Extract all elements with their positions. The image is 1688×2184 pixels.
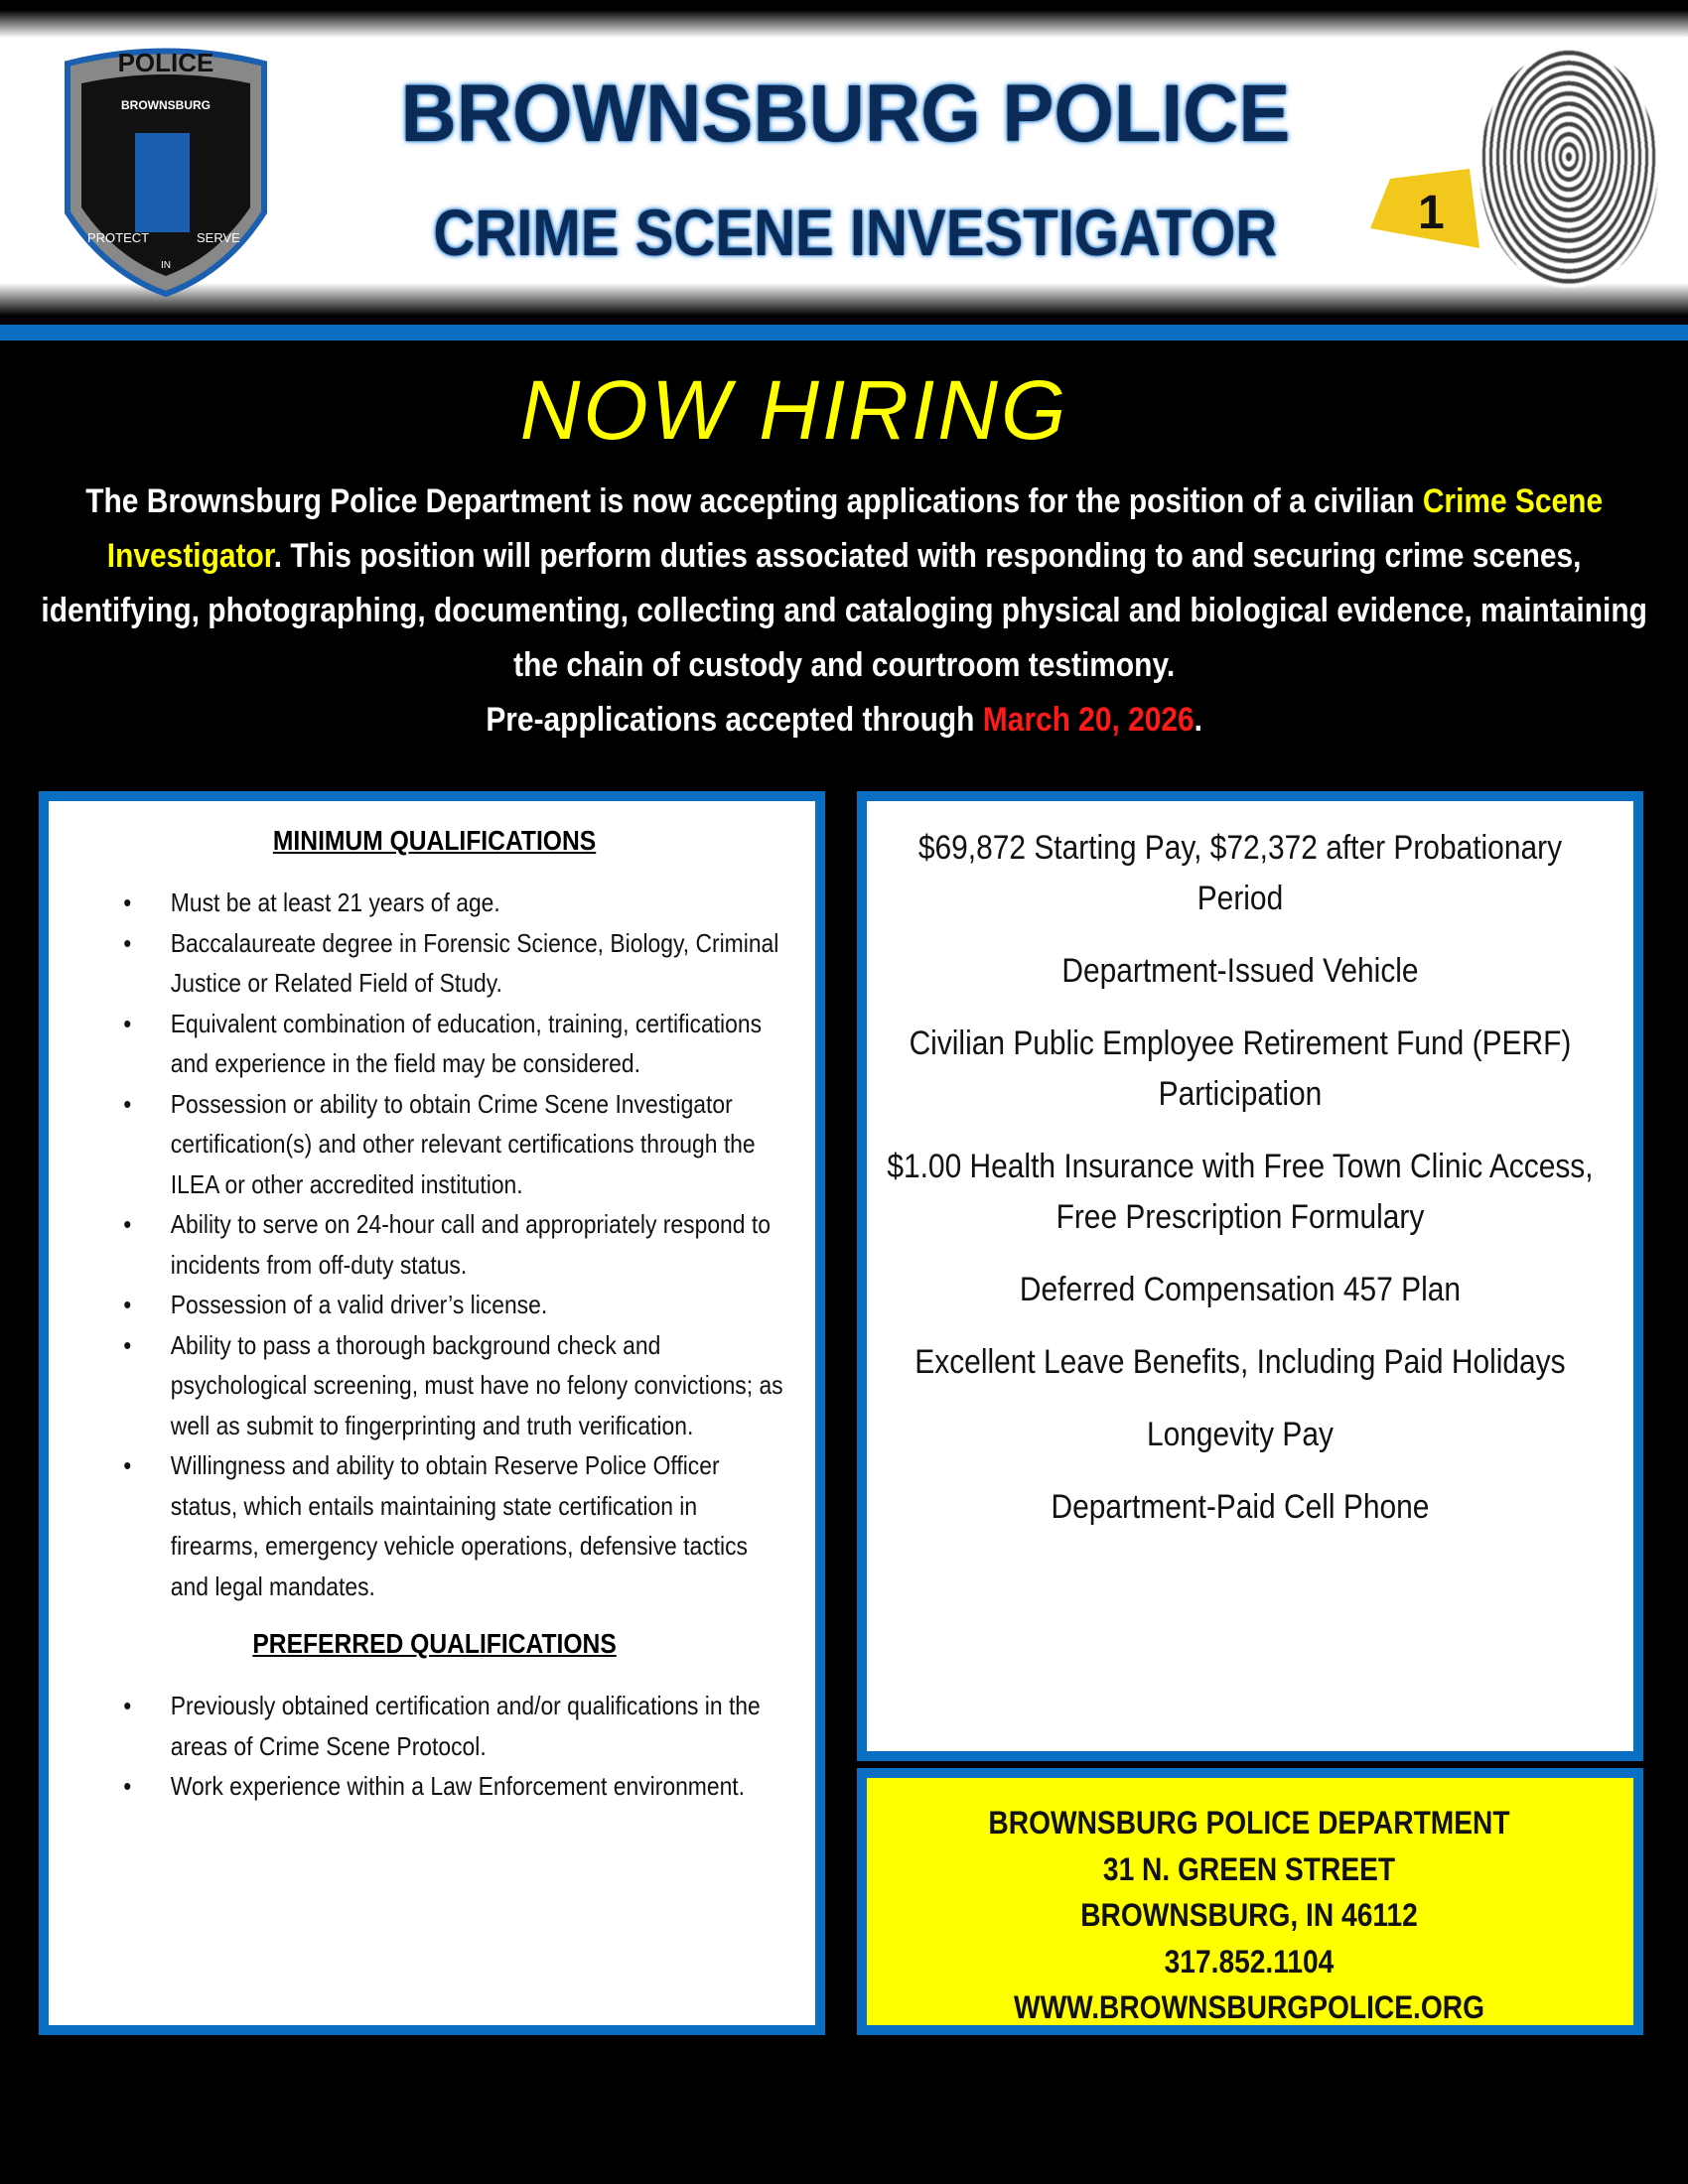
fingerprint-icon xyxy=(1479,50,1658,288)
qualifications-panel xyxy=(39,791,825,2035)
svg-text:POLICE: POLICE xyxy=(117,48,214,77)
now-hiring-banner: NOW HIRING xyxy=(519,363,1069,457)
list-item: • Must be at least 21 years of age. xyxy=(118,883,785,923)
deadline-date: March 20, 2026 xyxy=(982,701,1195,739)
minimum-qualifications-heading: MINIMUM QUALIFICATIONS xyxy=(272,825,597,856)
svg-text:IN: IN xyxy=(161,260,171,271)
list-item: • Ability to serve on 24-hour call and appropriately respond to incidents from off-duty status. xyxy=(118,1204,785,1285)
preferred-qualifications-heading: PREFERRED QUALIFICATIONS xyxy=(252,1628,617,1659)
list-item: • Possession or ability to obtain Crime Scene Investigator certification(s) and other relevant certifications through the ILEA or other accredited institution. xyxy=(118,1084,785,1205)
benefit-item: $69,872 Starting Pay, $72,372 after Probationary Period xyxy=(917,829,1563,917)
minimum-qualifications-list xyxy=(118,883,785,1606)
benefit-item: Deferred Compensation 457 Plan xyxy=(1019,1271,1461,1308)
benefit-item: Department-Paid Cell Phone xyxy=(1051,1488,1430,1526)
benefit-item: Department-Issued Vehicle xyxy=(1061,952,1419,990)
list-item: • Ability to pass a thorough background check and psychological screening, must have no felony convictions; as well as submit to fingerprinting and truth verification. xyxy=(118,1325,785,1446)
police-badge-logo xyxy=(58,44,274,298)
benefit-item: Excellent Leave Benefits, Including Paid Holidays xyxy=(914,1343,1566,1381)
list-item: • Baccalaureate degree in Forensic Science, Biology, Criminal Justice or Related Field of Study. xyxy=(118,923,785,1004)
evidence-marker-icon xyxy=(1370,169,1479,258)
svg-text:1: 1 xyxy=(1418,187,1445,239)
svg-text:PROTECT: PROTECT xyxy=(87,230,150,245)
department-name: BROWNSBURG POLICE DEPARTMENT xyxy=(988,1805,1510,1841)
svg-text:SERVE: SERVE xyxy=(197,230,240,245)
city-state-zip: BROWNSBURG, IN 46112 xyxy=(1080,1897,1418,1933)
benefit-item: Civilian Public Employee Retirement Fund (PERF) Participation xyxy=(909,1024,1572,1113)
intro-paragraph: The Brownsburg Police Department is now accepting applications for the position of a civilian Crime Scene Investigator. This position will perform duties associated with responding to and securing crime scenes, identifying, photographing, documenting, collecting and cataloging physical and biological evidence, maintaining the chain of custody and courtroom testimony. Pre-applications accepted through March 20, 2026. xyxy=(41,482,1647,739)
page-subtitle: CRIME SCENE INVESTIGATOR xyxy=(433,196,1278,269)
benefits-panel xyxy=(857,791,1643,1761)
street-address: 31 N. GREEN STREET xyxy=(1102,1850,1396,1887)
list-item: • Willingness and ability to obtain Reserve Police Officer status, which entails maintaining state certification in firearms, emergency vehicle operations, defensive tactics and legal mandates. xyxy=(118,1445,785,1606)
list-item: • Work experience within a Law Enforcement environment. xyxy=(118,1766,785,1807)
divider xyxy=(0,325,1688,341)
list-item: • Possession of a valid driver’s license. xyxy=(118,1285,785,1325)
list-item: • Equivalent combination of education, training, certifications and experience in the field may be considered. xyxy=(118,1004,785,1084)
website-link[interactable]: WWW.BROWNSBURGPOLICE.ORG xyxy=(1014,1989,1484,2025)
svg-text:BROWNSBURG: BROWNSBURG xyxy=(121,98,211,112)
benefit-item: $1.00 Health Insurance with Free Town Clinic Access, Free Prescription Formulary xyxy=(887,1148,1594,1236)
page-title: BROWNSBURG POLICE xyxy=(400,68,1291,159)
phone-number: 317.852.1104 xyxy=(1164,1943,1335,1979)
list-item: • Previously obtained certification and/or qualifications in the areas of Crime Scene Protocol. xyxy=(118,1686,785,1766)
preferred-qualifications-list xyxy=(118,1686,785,1807)
benefit-item: Longevity Pay xyxy=(1146,1416,1334,1453)
contact-panel xyxy=(857,1768,1643,2035)
